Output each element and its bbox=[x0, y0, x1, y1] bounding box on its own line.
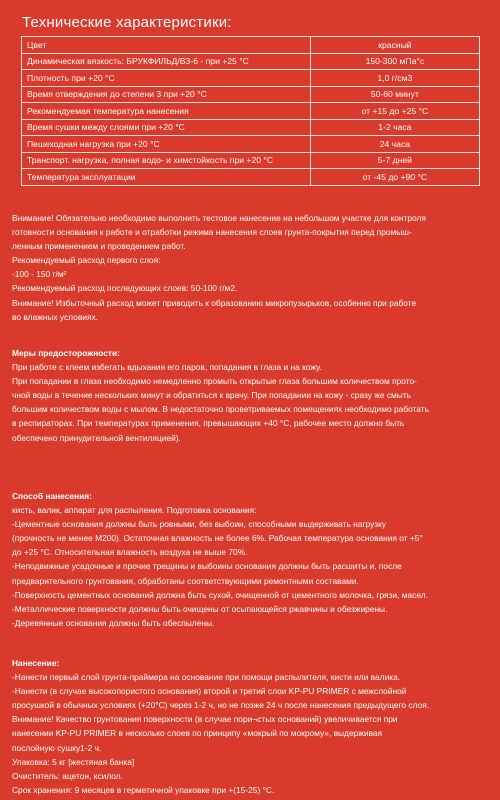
paragraph-line: Рекомендуемый расход последующих слоев: 50-100 г/м2. bbox=[12, 283, 238, 294]
paragraph-line: Очиститель: ацетон, ксилол. bbox=[12, 770, 123, 781]
paragraph-line: чной воды в течение нескольких минут и обратиться к врачу. При попадании на кожу - сразу же смыть bbox=[12, 390, 412, 401]
spec-name: Время сушки между слоями при +20 °С bbox=[22, 119, 311, 136]
paragraph-line: -Металлические поверхности должны быть очищены от осыпающейся ржавчины и обезжирены. bbox=[12, 603, 388, 614]
spec-name: Время отверждения до степени 3 при +20 °С bbox=[22, 86, 311, 103]
spec-name: Цвет bbox=[22, 37, 311, 54]
application-method-heading: Способ нанесения: bbox=[12, 491, 92, 501]
spec-value: 1,0 г/см3 bbox=[310, 70, 479, 87]
paragraph-line: нанесении KP-PU PRIMER в несколько слоев по принципу «мокрый по мокрому», выдерживая bbox=[12, 728, 383, 739]
paragraph-line: обеспечено принудительной вентиляцией). bbox=[12, 432, 181, 443]
precautions-section bbox=[12, 346, 488, 445]
paragraph-line: -Неподвижные усадочные и прочие трещины и выбоины основания должны быть расшиты и, после bbox=[12, 561, 402, 572]
table-row bbox=[22, 103, 480, 120]
spec-value: от -45 до +90 °С bbox=[310, 169, 479, 186]
paragraph-line: в респираторах. При температурах применения, превышающих +40 °С, рабочее место должно быть bbox=[12, 418, 405, 429]
paragraph-line: Срок хранения: 9 месяцев в герметичной упаковке при +(15-25) °С. bbox=[12, 784, 275, 795]
paragraph-line: ленным применением и проведением работ. bbox=[12, 241, 186, 252]
paragraph-line: просушкой в обычных условиях (+20°С) через 1-2 ч, но не позже 24 ч после нанесения предыдущего слоя. bbox=[12, 700, 430, 711]
paragraph-line: большим количеством воды с мылом. В недостаточно проветриваемых помещениях необходимо работать bbox=[12, 404, 429, 415]
paragraph-line: Рекомендуемый расход первого слоя: bbox=[12, 255, 161, 266]
section-title-specs: Технические характеристики: bbox=[22, 14, 232, 31]
paragraph-line: При попадании в глаза необходимо немедленно промыть открытые глаза большим количеством прото- bbox=[12, 376, 417, 387]
spec-name: Рекомендуемая температура нанесения bbox=[22, 103, 311, 120]
application-method-section bbox=[12, 489, 488, 630]
paragraph-line: -Нанести первый слой грунта-праймера на основание при помощи распылителя, кисти или валика. bbox=[12, 672, 401, 683]
paragraph-line: Внимание! Обязательно необходимо выполнить тестовое нанесение на небольшом участке для контроля bbox=[12, 213, 426, 223]
table-row bbox=[22, 70, 480, 87]
spec-name: Транспорт. нагрузка, полная водо- и химстойкость при +20 °С bbox=[22, 152, 311, 169]
spec-name: Плотность при +20 °С bbox=[22, 70, 311, 87]
paragraph-line: готовности основания к работе и отработки режима нанесения слоев грунта-покрытия перед промыш- bbox=[12, 227, 412, 238]
paragraph-line: до +25 °С. Относительная влажность воздуха не выше 70%. bbox=[12, 547, 248, 558]
precautions-heading: Меры предосторожности: bbox=[12, 348, 120, 358]
paragraph-line: Внимание! Избыточный расход может приводить к образованию микропузырьков, особенно при работе bbox=[12, 297, 417, 308]
spec-value: от +15 до +25 °С bbox=[310, 103, 479, 120]
spec-value: 5-7 дней bbox=[310, 152, 479, 169]
paragraph-line: -100 - 150 г/м² bbox=[12, 269, 67, 280]
spec-value: 24 часа bbox=[310, 136, 479, 153]
paragraph-line: -Нанести (в случае высокопористого основания) второй и третий слои KP-PU PRIMER с межслойной bbox=[12, 686, 407, 697]
spec-name: Температура эксплуатации bbox=[22, 169, 311, 186]
spec-value: 1-2 часа bbox=[310, 119, 479, 136]
specs-table bbox=[21, 36, 480, 186]
paragraph-line: (прочность не менее М200). Остаточная влажность не более 6%. Рабочая температура основания от +5° bbox=[12, 533, 423, 544]
paragraph-line: Внимание! Качество грунтования поверхности (в случае пори¬стых оснований) увеличивается при bbox=[12, 714, 398, 725]
paragraph-line: послойную сушку1-2 ч. bbox=[12, 742, 102, 753]
paragraph-line: -Поверхность цементных оснований должна быть сухой, очищенной от цементного молочка, грязи, масел. bbox=[12, 589, 428, 600]
spec-value: красный bbox=[310, 37, 479, 54]
table-row bbox=[22, 136, 480, 153]
spec-value: 150-300 мПа°с bbox=[310, 53, 479, 70]
spec-value: 50-60 минут bbox=[310, 86, 479, 103]
spec-name: Динамическая вязкость: БРУКФИЛЬД/ВЗ-6 - при +25 °С bbox=[22, 53, 311, 70]
paragraph-line: Упаковка: 5 кг [жестяная банка] bbox=[12, 756, 135, 767]
application-heading: Нанесение: bbox=[12, 658, 60, 668]
paragraph-line: во влажных условиях. bbox=[12, 311, 98, 322]
paragraph-line: -Цементные основания должны быть ровными, без выбоин, способными выдерживать нагрузку bbox=[12, 519, 387, 530]
warning-block bbox=[12, 211, 488, 324]
paragraph-line: кисть, валик, аппарат для распыления. Подготовка основания: bbox=[12, 505, 257, 516]
table-row bbox=[22, 152, 480, 169]
spec-name: Пешеходная нагрузка при +20 °С bbox=[22, 136, 311, 153]
paragraph-line: предварительного грунтования, обработаны соответствующими ремонтными составами. bbox=[12, 575, 359, 586]
table-row bbox=[22, 37, 480, 54]
table-row bbox=[22, 53, 480, 70]
application-section bbox=[12, 656, 488, 797]
paragraph-line: При работе с клеем избегать вдыхания его паров, попадания в глаза и на кожу. bbox=[12, 362, 322, 373]
table-row bbox=[22, 119, 480, 136]
table-row bbox=[22, 86, 480, 103]
table-row bbox=[22, 169, 480, 186]
paragraph-line: -Деревянные основания должны быть обеспылены. bbox=[12, 617, 215, 628]
